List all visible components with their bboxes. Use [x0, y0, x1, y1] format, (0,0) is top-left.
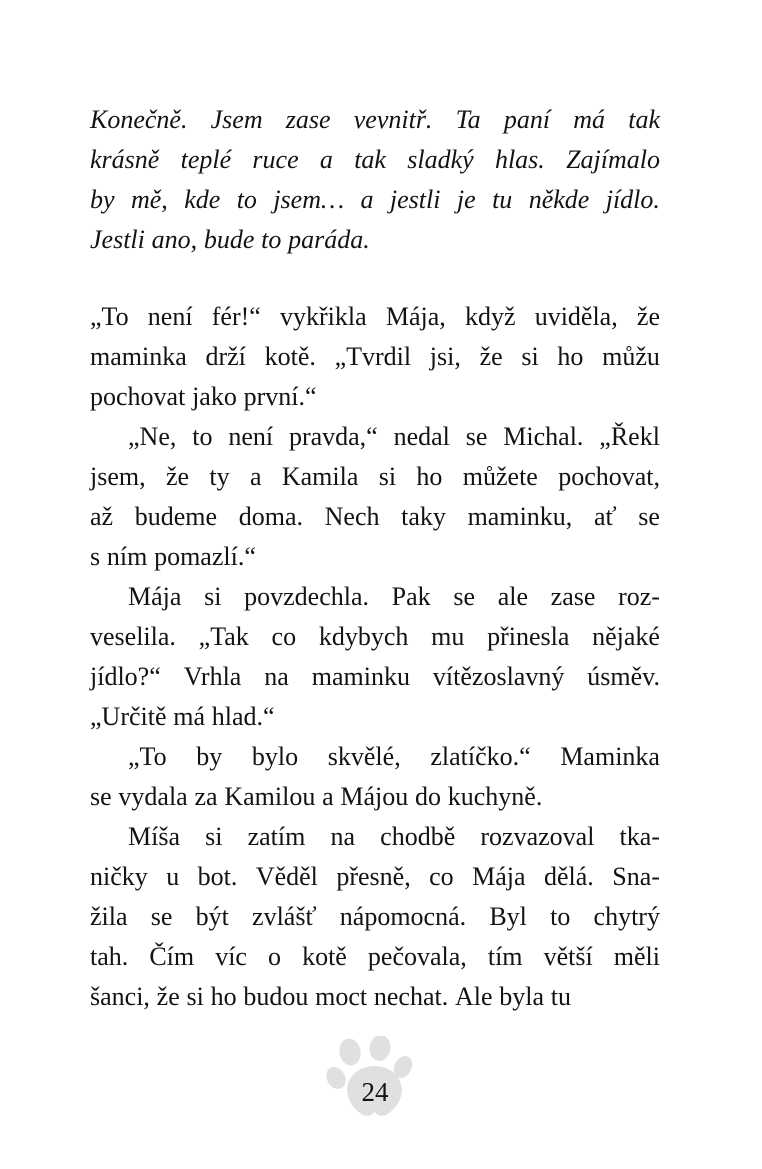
- page-footer: [325, 1036, 425, 1122]
- text-line: až budeme doma. Nech taky maminku, ať se: [90, 502, 660, 531]
- text-line: s ním pomazlí.“: [90, 542, 256, 571]
- text-line: „To by bylo skvělé, zlatíčko.“ Maminka: [128, 742, 660, 771]
- text-line: „To není fér!“ vykřikla Mája, když uviděla, že: [90, 302, 660, 331]
- text-line: žila se být zvlášť nápomocná. Byl to chytrý: [90, 902, 660, 931]
- body-paragraph: [90, 417, 660, 577]
- body-paragraph: [90, 817, 660, 1017]
- text-line: šanci, že si ho budou moct nechat. Ale byla tu: [90, 982, 571, 1011]
- text-line: tah. Čím víc o kotě pečovala, tím větší měli: [90, 942, 660, 971]
- text-line: pochovat jako první.“: [90, 382, 317, 411]
- intro-paragraph: [90, 100, 660, 260]
- text-line: jídlo?“ Vrhla na maminku vítězoslavný úsměv.: [90, 662, 660, 691]
- text-line: by mě, kde to jsem… a jestli je tu někde jídlo.: [90, 185, 660, 214]
- text-line: Míša si zatím na chodbě rozvazoval tka-: [128, 822, 660, 851]
- text-line: maminka drží kotě. „Tvrdil jsi, že si ho můžu: [90, 342, 660, 371]
- text-line: krásně teplé ruce a tak sladký hlas. Zajímalo: [90, 145, 660, 174]
- page-text: [90, 100, 660, 1017]
- text-line: veselila. „Tak co kdybych mu přinesla nějaké: [90, 622, 660, 651]
- text-line: jsem, že ty a Kamila si ho můžete pochovat,: [90, 462, 660, 491]
- text-line: Jestli ano, bude to paráda.: [90, 225, 370, 254]
- text-line: Konečně. Jsem zase vevnitř. Ta paní má tak: [90, 105, 660, 134]
- body-paragraph: [90, 737, 660, 817]
- text-line: se vydala za Kamilou a Májou do kuchyně.: [90, 782, 543, 811]
- page-number: 24: [361, 1077, 389, 1107]
- body-paragraph: [90, 297, 660, 417]
- body-paragraph: [90, 577, 660, 737]
- text-line: ničky u bot. Věděl přesně, co Mája dělá. Sna-: [90, 862, 660, 891]
- text-line: Mája si povzdechla. Pak se ale zase roz-: [128, 582, 660, 611]
- text-line: „Určitě má hlad.“: [90, 702, 275, 731]
- text-line: „Ne, to není pravda,“ nedal se Michal. „Řekl: [128, 422, 660, 451]
